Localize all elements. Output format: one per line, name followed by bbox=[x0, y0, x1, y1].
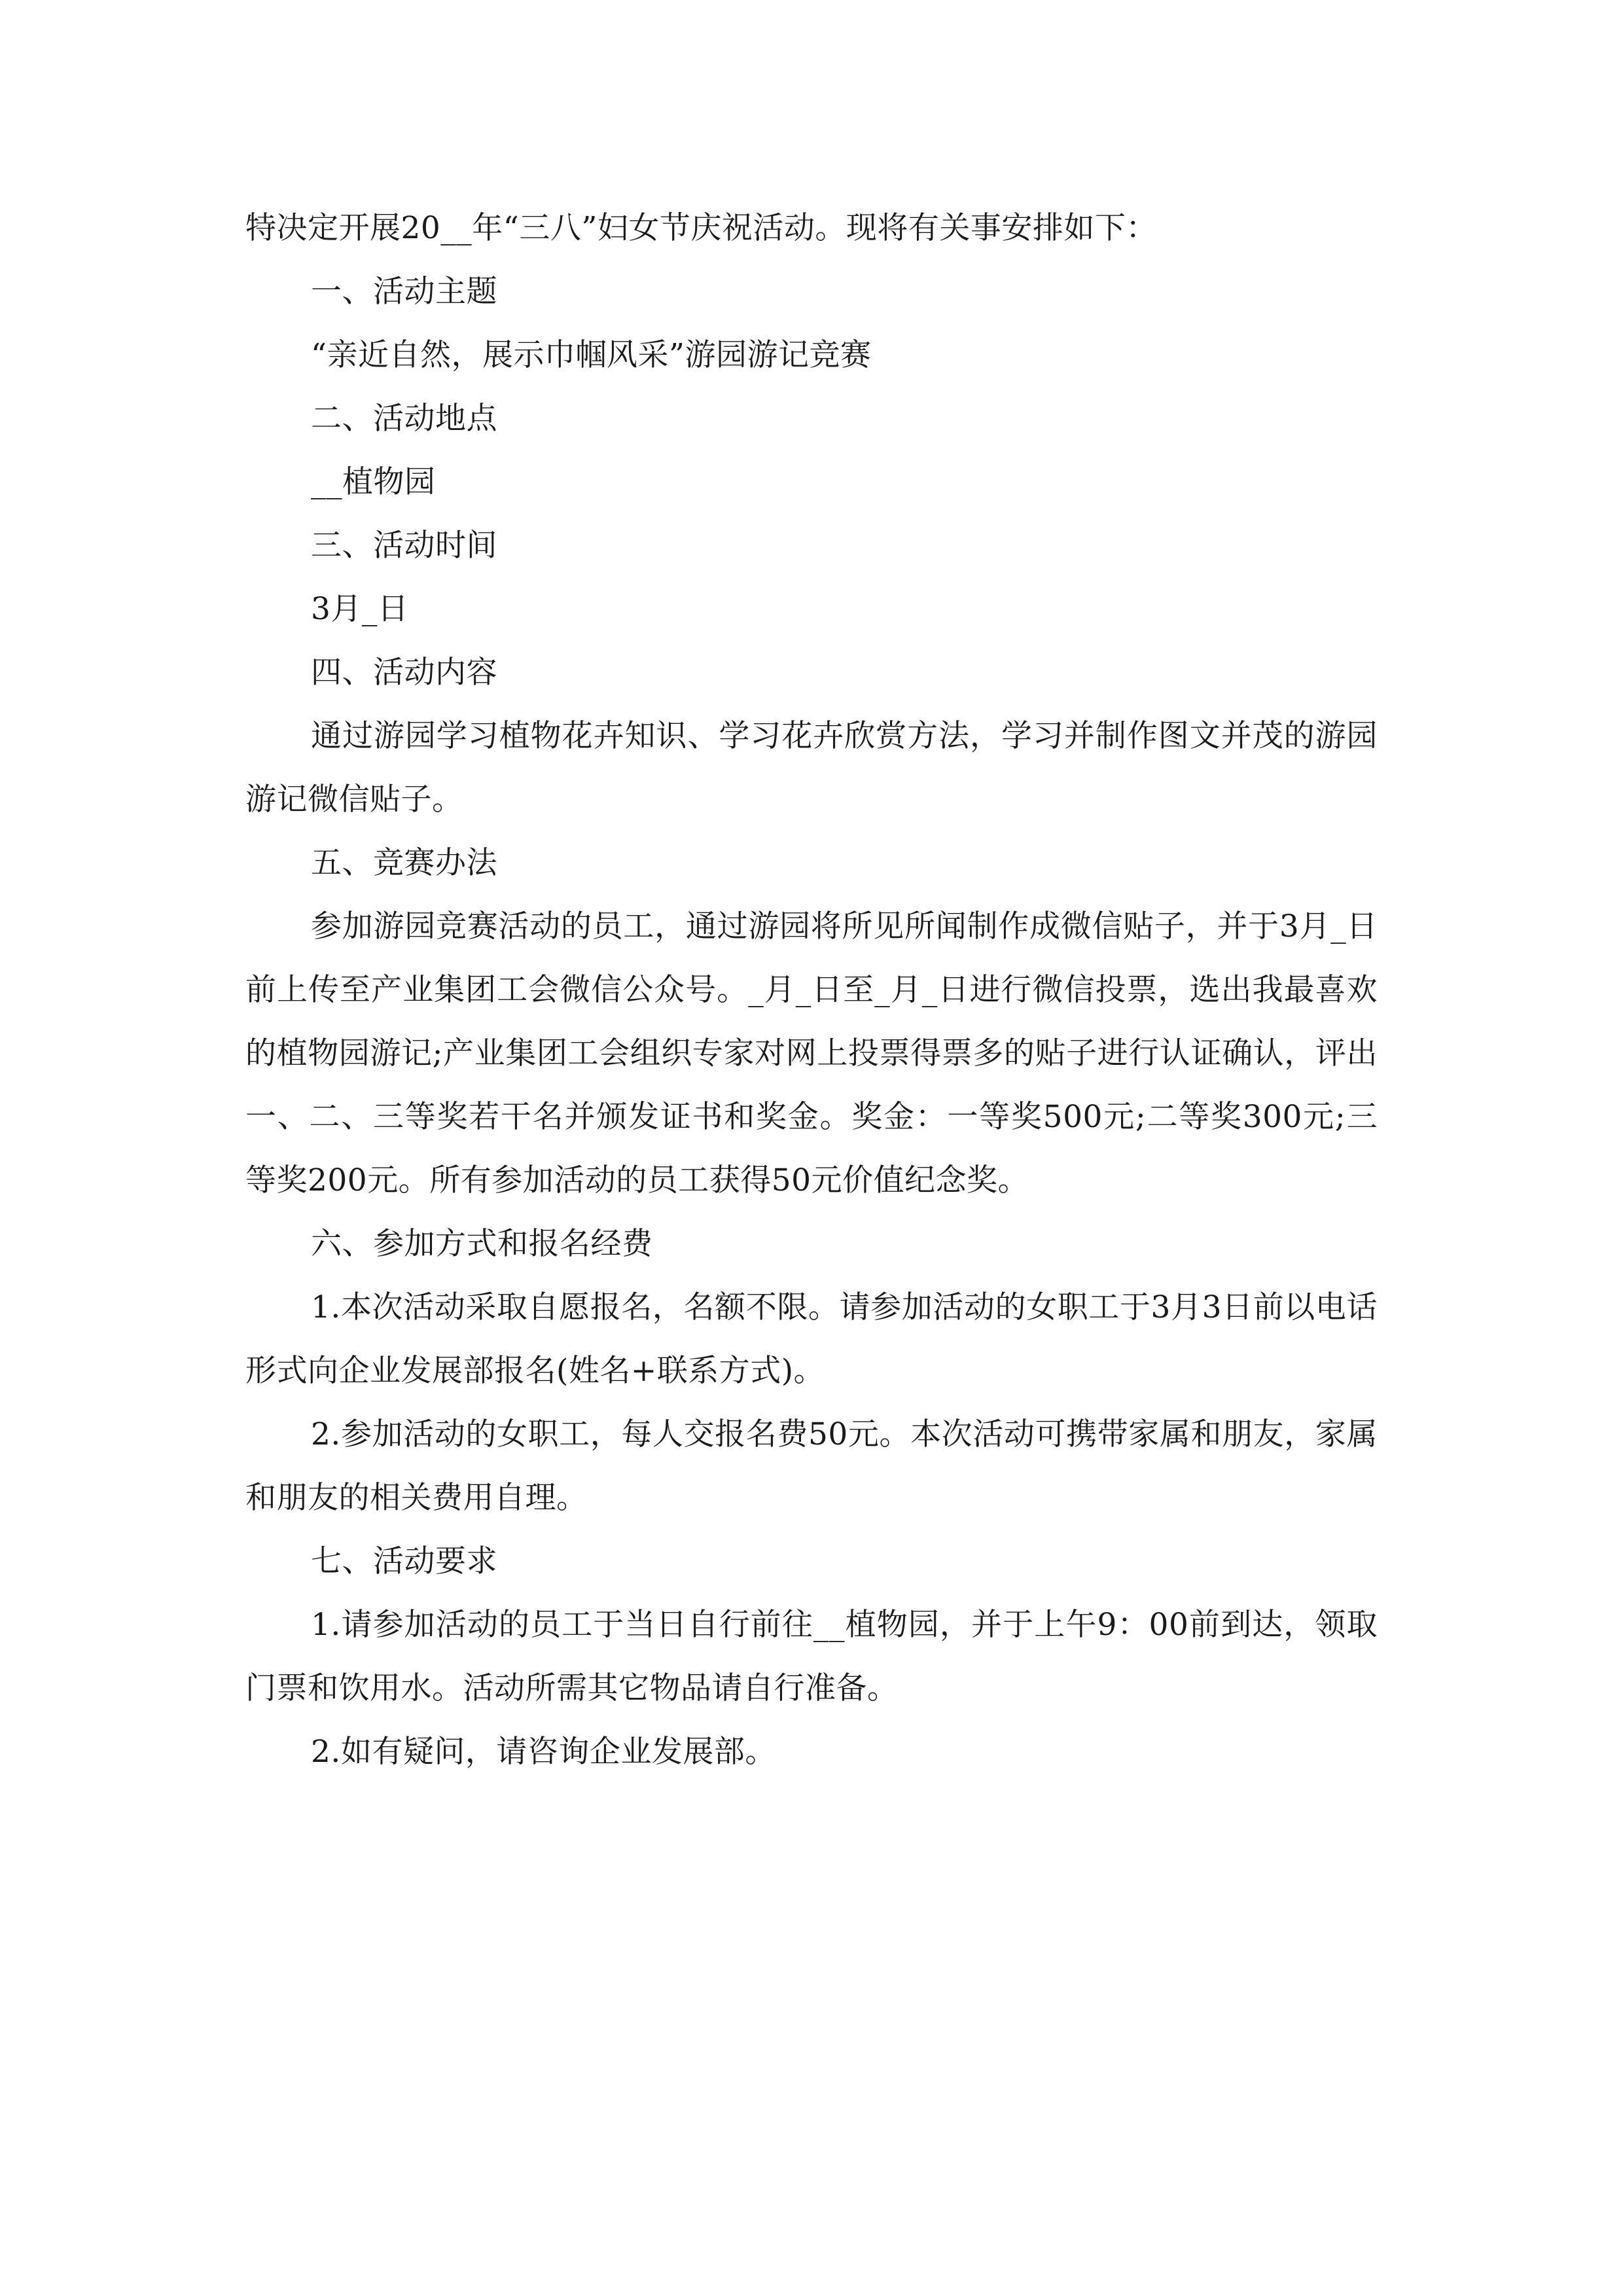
intro-paragraph: 特决定开展20__年“三八”妇女节庆祝活动。现将有关事安排如下： bbox=[245, 210, 1157, 246]
registration-item-1: 1.本次活动采取自愿报名，名额不限。请参加活动的女职工于3月3日前以电话形式向企业发展部报名(姓名+联系方式)。 bbox=[245, 1289, 1378, 1389]
document-body bbox=[245, 196, 1378, 1784]
rules-text: 参加游园竞赛活动的员工，通过游园将所见所闻制作成微信贴子，并于3月_日前上传至产业集团工会微信公众号。_月_日至_月_日进行微信投票，选出我最喜欢的植物园游记;产业集团工会组织专家对网上投票得票多的贴子进行认证确认，评出一、二、三等奖若干名并颁发证书和奖金。奖金：一等奖500元;二等奖300元;三等奖200元。所有参加活动的员工获得50元价值纪念奖。 bbox=[245, 908, 1378, 1198]
section-heading-time: 三、活动时间 bbox=[311, 528, 497, 564]
section-heading-rules: 五、竞赛办法 bbox=[311, 845, 497, 881]
section-heading-registration: 六、参加方式和报名经费 bbox=[311, 1226, 653, 1262]
section-heading-location: 二、活动地点 bbox=[311, 401, 497, 437]
section-heading-theme: 一、活动主题 bbox=[311, 274, 497, 310]
section-heading-requirements: 七、活动要求 bbox=[311, 1543, 497, 1579]
time-text: 3月_日 bbox=[311, 591, 409, 627]
theme-text: “亲近自然，展示巾帼风采”游园游记竞赛 bbox=[311, 337, 872, 373]
requirements-item-1: 1.请参加活动的员工于当日自行前往__植物园，并于上午9：00前到达，领取门票和饮用水。活动所需其它物品请自行准备。 bbox=[245, 1607, 1378, 1706]
requirements-item-2: 2.如有疑问，请咨询企业发展部。 bbox=[311, 1734, 776, 1770]
location-text: __植物园 bbox=[311, 464, 436, 500]
section-heading-content: 四、活动内容 bbox=[311, 655, 497, 691]
registration-item-2: 2.参加活动的女职工，每人交报名费50元。本次活动可携带家属和朋友，家属和朋友的相关费用自理。 bbox=[245, 1416, 1378, 1516]
content-text: 通过游园学习植物花卉知识、学习花卉欣赏方法，学习并制作图文并茂的游园游记微信贴子。 bbox=[245, 718, 1378, 817]
